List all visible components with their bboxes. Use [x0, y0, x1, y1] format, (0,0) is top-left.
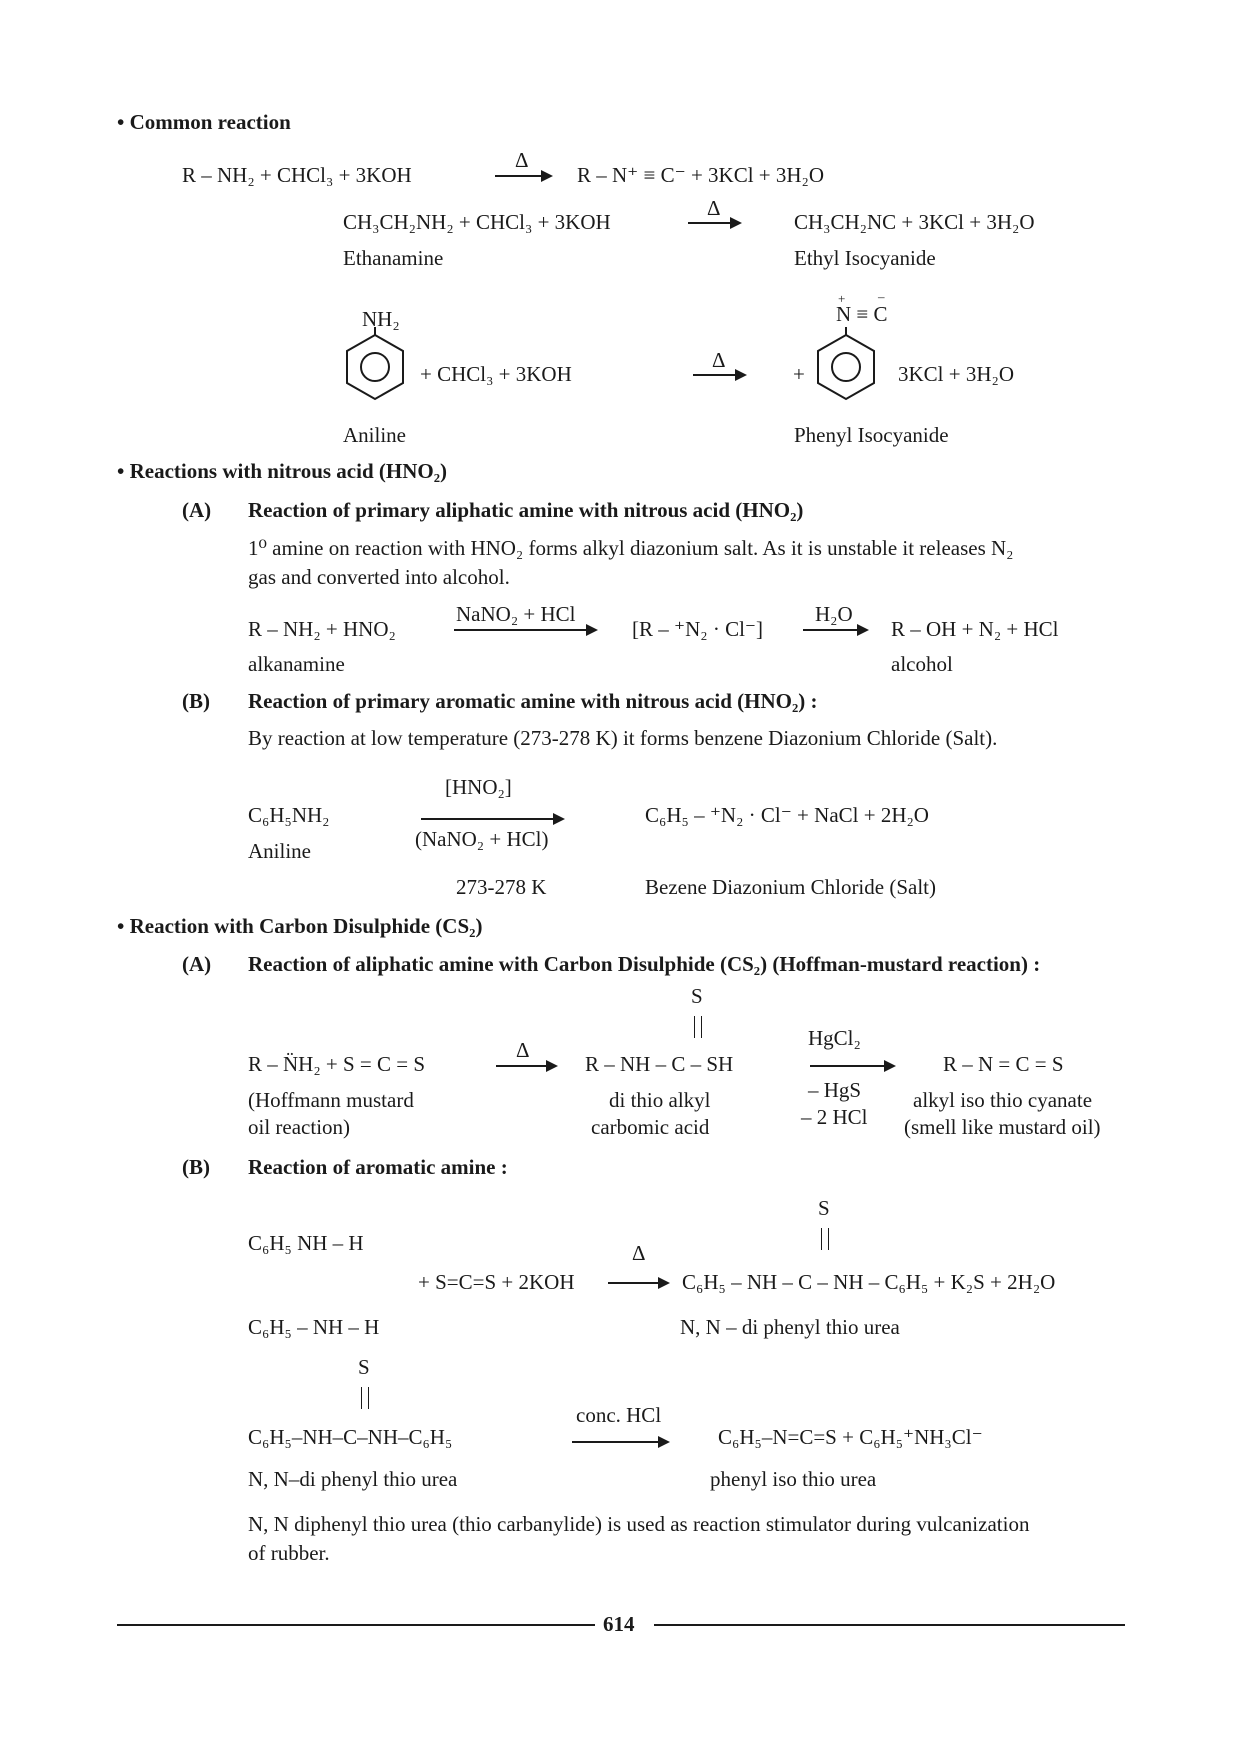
eq3-reactant-name: Aniline	[343, 423, 406, 447]
cs2-a-product: R – N = C = S	[943, 1052, 1064, 1076]
eq2-product-name: Ethyl Isocyanide	[794, 246, 936, 270]
nitrous-a-intermediate: [R – ⁺N₂ · Cl⁻]	[632, 617, 763, 641]
nitrous-b-text: By reaction at low temperature (273-278 K) it forms benzene Diazonium Chloride (Salt).	[248, 726, 998, 750]
eq3-product-name: Phenyl Isocyanide	[794, 423, 949, 447]
eq2-arrow	[688, 222, 740, 224]
phenyl-isocyanide-benzene-ring	[811, 327, 881, 407]
cs2-b-title: Reaction of aromatic amine :	[248, 1155, 508, 1179]
footer-rule-right	[654, 1624, 1125, 1626]
eq3-condition: Δ	[712, 348, 726, 372]
nitrous-a-text-line2: gas and converted into alcohol.	[248, 565, 510, 589]
cs2-b-products: C₆H₅ – NH – C – NH – C₆H₅ + K₂S + 2H₂O	[682, 1270, 1056, 1294]
eq2-products: CH₃CH₂NC + 3KCl + 3H₂O	[794, 210, 1035, 234]
eq1-arrow	[495, 175, 551, 177]
cs2-b-sulfur: S	[818, 1196, 830, 1220]
cs2-a-intermediate-name2: carbomic acid	[591, 1115, 710, 1139]
eq3-products: 3KCl + 3H₂O	[898, 362, 1015, 386]
eq2-reactant-name: Ethanamine	[343, 246, 444, 270]
cs2-a-double-bond	[694, 1016, 702, 1038]
thiourea-formula: C₆H₅–NH–C–NH–C₆H₅	[248, 1425, 453, 1449]
nitrous-b-reactant: C₆H₅NH₂	[248, 803, 330, 827]
cs2-a-arrow1	[496, 1065, 556, 1067]
thiourea-sulfur: S	[358, 1355, 370, 1379]
nitrous-b-product-name: Bezene Diazonium Chloride (Salt)	[645, 875, 936, 899]
eq3-reagents: + CHCl₃ + 3KOH	[420, 362, 572, 386]
cs2-a-arrow2	[810, 1065, 894, 1067]
note-line2: of rubber.	[248, 1541, 330, 1565]
nitrous-b-temperature: 273-278 K	[456, 875, 547, 899]
nitrous-b-reactant-name: Aniline	[248, 839, 311, 863]
page-number: 614	[603, 1612, 635, 1636]
nitrous-b-reagent-bottom: (NaNO₂ + HCl)	[415, 827, 549, 851]
heading-common-reaction: • Common reaction	[117, 110, 291, 134]
nitrous-a-label: (A)	[182, 498, 212, 522]
cs2-a-reagent-bottom1: – HgS	[808, 1078, 862, 1102]
nitrous-a-reactant-name: alkanamine	[248, 652, 345, 676]
isocyanide-group: N ≡ C	[836, 302, 888, 326]
eq1-condition: Δ	[515, 148, 529, 172]
cs2-b-reagents: + S=C=S + 2KOH	[418, 1270, 575, 1294]
nitrous-b-reagent-top: [HNO₂]	[445, 775, 512, 799]
cs2-b-double-bond	[821, 1228, 829, 1250]
thiourea-arrow	[572, 1441, 668, 1443]
nitrous-a-products: R – OH + N₂ + HCl	[891, 617, 1059, 641]
thiourea-products: C₆H₅–N=C=S + C₆H₅⁺NH₃Cl⁻	[718, 1425, 983, 1449]
cs2-b-product-name: N, N – di phenyl thio urea	[680, 1315, 900, 1339]
nitrous-a-water: H₂O	[815, 602, 853, 626]
nitrous-a-text-line1: 1⁰ amine on reaction with HNO₂ forms alkyl diazonium salt. As it is unstable it releases N₂	[248, 536, 1014, 560]
eq2-condition: Δ	[707, 196, 721, 220]
cs2-a-reagent-bottom2: – 2 HCl	[801, 1105, 868, 1129]
nitrous-b-label: (B)	[182, 689, 210, 713]
cs2-a-product-name1: alkyl iso thio cyanate	[913, 1088, 1093, 1112]
eq2-reactants: CH₃CH₂NH₂ + CHCl₃ + 3KOH	[343, 210, 611, 234]
cs2-a-intermediate-name1: di thio alkyl	[609, 1088, 711, 1112]
cs2-a-reactant-name1: (Hoffmann mustard	[248, 1088, 414, 1112]
nitrous-b-title: Reaction of primary aromatic amine with nitrous acid (HNO₂) :	[248, 689, 818, 713]
isocyanide-c-charge: –	[878, 289, 885, 304]
cs2-a-condition: Δ	[516, 1038, 530, 1062]
cs2-b-amine-bottom: C₆H₅ – NH – H	[248, 1315, 380, 1339]
nitrous-b-arrow	[421, 818, 563, 820]
cs2-b-arrow	[608, 1282, 668, 1284]
nitrous-b-products: C₆H₅ – ⁺N₂ · Cl⁻ + NaCl + 2H₂O	[645, 803, 929, 827]
cs2-b-amine-top: C₆H₅ NH – H	[248, 1231, 364, 1255]
eq1-reactants: R – NH₂ + CHCl₃ + 3KOH	[182, 163, 412, 187]
nitrous-a-product-name: alcohol	[891, 652, 953, 676]
eq3-plus: +	[793, 362, 805, 386]
cs2-a-product-name2: (smell like mustard oil)	[904, 1115, 1101, 1139]
cs2-a-label: (A)	[182, 952, 212, 976]
nitrous-a-reagent: NaNO₂ + HCl	[456, 602, 576, 626]
heading-carbon-disulphide: • Reaction with Carbon Disulphide (CS₂)	[117, 914, 483, 938]
nitrous-a-reactants: R – NH₂ + HNO₂	[248, 617, 396, 641]
thiourea-reactant-name: N, N–di phenyl thio urea	[248, 1467, 458, 1491]
aniline-benzene-ring	[340, 327, 410, 407]
note-line1: N, N diphenyl thio urea (thio carbanylide) is used as reaction stimulator during vulcanization	[248, 1512, 1030, 1536]
nitrous-a-arrow1	[454, 629, 596, 631]
cs2-a-title: Reaction of aliphatic amine with Carbon Disulphide (CS₂) (Hoffman-mustard reaction) :	[248, 952, 1041, 976]
nitrous-a-title: Reaction of primary aliphatic amine with nitrous acid (HNO₂)	[248, 498, 804, 522]
cs2-a-reagent-top: HgCl₂	[808, 1026, 861, 1050]
heading-nitrous-acid: • Reactions with nitrous acid (HNO₂)	[117, 459, 448, 483]
cs2-b-condition: Δ	[632, 1241, 646, 1265]
isocyanide-n-charge: +	[838, 291, 846, 306]
cs2-a-reactants: R – N̈H₂ + S = C = S	[248, 1052, 426, 1076]
cs2-a-reactant-name2: oil reaction)	[248, 1115, 351, 1139]
thiourea-double-bond	[361, 1387, 369, 1409]
eq3-arrow	[693, 374, 745, 376]
nitrous-a-arrow2	[803, 629, 867, 631]
eq1-products: R – N⁺ ≡ C⁻ + 3KCl + 3H₂O	[577, 163, 825, 187]
footer-rule-left	[117, 1624, 595, 1626]
cs2-a-intermediate: R – NH – C – SH	[585, 1052, 734, 1076]
thiourea-product-name: phenyl iso thio urea	[710, 1467, 877, 1491]
aniline-nh2-group: NH₂	[362, 307, 400, 331]
cs2-a-sulfur: S	[691, 984, 703, 1008]
thiourea-reagent: conc. HCl	[576, 1403, 662, 1427]
cs2-b-label: (B)	[182, 1155, 210, 1179]
